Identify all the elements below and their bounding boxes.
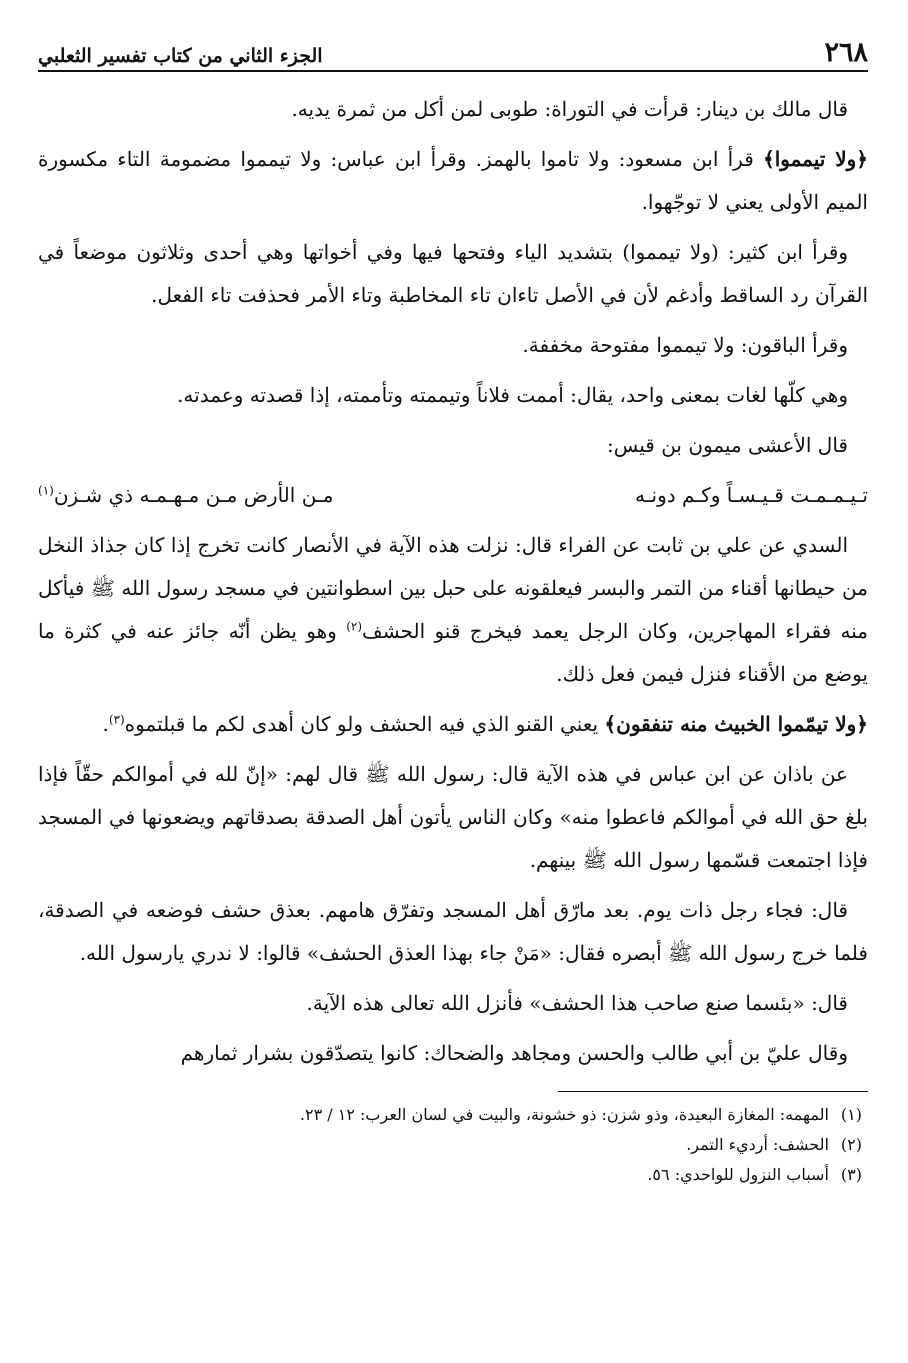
footnote-divider (558, 1091, 868, 1092)
paragraph-7 (38, 524, 868, 696)
paragraph-8-text: يعني القنو الذي فيه الحشف ولو كان أهدى لكم ما قبلتموه (124, 712, 605, 736)
main-text (38, 88, 868, 1075)
paragraph-11: قال: «بئسما صنع صاحب هذا الحشف» فأنزل الله تعالى هذه الآية. (306, 991, 848, 1015)
footnote-text: أسباب النزول للواحدي: ٥٦. (647, 1165, 829, 1184)
quran-quote: ﴿ولا تيمّموا الخبيث منه تنفقون﴾ (604, 712, 868, 736)
paragraph-1: قال مالك بن دينار: قرأت في التوراة: طوبى لمن أكل من ثمرة يديه. (291, 97, 848, 121)
paragraph-7-text-end: وهو يظن أنّه جائز عنه في كثرة ما يوضع من الأقناء فنزل فيمن فعل ذلك. (38, 619, 868, 686)
paragraph-8 (38, 703, 868, 746)
verse-second-hemistich (38, 474, 334, 517)
footnote-number: (١) (840, 1105, 862, 1124)
paragraph-4: وقرأ الباقون: ولا تيمموا مفتوحة مخففة. (522, 333, 848, 357)
footnote-text: المهمه: المغازة البعيدة، وذو شزن: ذو خشونة، والبيت في لسان العرب: ١٢ / ٢٣. (299, 1105, 829, 1124)
verse-first-hemistich: تـيـمـمـت قـيـسـاً وكـم دونـه (634, 483, 868, 507)
footnote-ref-2[interactable]: (٢) (346, 619, 363, 634)
footnote-3 (38, 1160, 868, 1190)
verse-second-text: مـن الأرض مـن مـهـمـه ذي شـزن (53, 483, 334, 507)
page-header (38, 0, 868, 72)
paragraph-7-text: السدي عن علي بن ثابت عن الفراء قال: نزلت هذه الآية في الأنصار كانت تخرج إذا كان جذاذ النخل من حيطانها أقناء من التمر والبسر فيعلقونه على حبل بين اسطوانتين في مسجد رسول الله ﷺ فيأكل منه فقراء المهاجرين، وكان الرجل يعمد فيخرج قنو الحشف (38, 533, 868, 643)
paragraph-6: قال الأعشى ميمون بن قيس: (607, 433, 848, 457)
footnote-ref-1[interactable]: (١) (38, 483, 54, 498)
running-title: الجزء الثاني من كتاب تفسير الثعلبي (38, 45, 323, 67)
paragraph-2-text: قرأ ابن مسعود: ولا تاموا بالهمز. وقرأ ابن عباس: ولا تيمموا مضمومة التاء مكسورة الميم الأولى يعني لا توجّهوا. (38, 147, 868, 214)
footnotes (38, 1100, 868, 1190)
paragraph-12: وقال عليّ بن أبي طالب والحسن ومجاهد والضحاك: كانوا يتصدّقون بشرار ثمارهم (180, 1041, 848, 1065)
paragraph-5: وهي كلّها لغات بمعنى واحد، يقال: أممت فلاناً وتيممته وتأممته، إذا قصدته وعمدته. (177, 383, 848, 407)
footnote-number: (٣) (840, 1165, 862, 1184)
quran-quote: ﴿ولا تيمموا﴾ (763, 147, 868, 171)
footnote-ref-3[interactable]: (٣) (108, 712, 125, 727)
footnote-1 (38, 1100, 868, 1130)
footnote-number: (٢) (840, 1135, 862, 1154)
page-number: ٢٦٨ (824, 37, 868, 68)
footnote-2 (38, 1130, 868, 1160)
paragraph-8-end: . (102, 712, 109, 736)
paragraph-10: قال: فجاء رجل ذات يوم. بعد مارّق أهل المسجد وتفرّق هامهم. بعذق حشف فوضعه في الصدقة، فلما خرج رسول الله ﷺ أبصره فقال: «مَنْ جاء بهذا العذق الحشف» قالوا: لا ندري يارسول الله. (38, 898, 868, 965)
paragraph-9: عن باذان عن ابن عباس في هذه الآية قال: رسول الله ﷺ قال لهم: «إنّ لله في أموالكم حقّاً فإذا بلغ حق الله في أموالكم فاعطوا منه» وكان الناس يأتون أهل الصدقة بصدقاتهم ويضعونها في المسجد فإذا اجتمعت قسّمها رسول الله ﷺ بينهم. (38, 762, 868, 872)
footnote-text: الحشف: أرديء التمر. (686, 1135, 829, 1154)
paragraph-3: وقرأ ابن كثير: (ولا تيمموا) بتشديد الياء وفتحها فيها وفي أخواتها وهي أحدى وثلاثون موضعاً في القرآن رد الساقط وأدغم لأن في الأصل تاءان تاء المخاطبة وتاء الأمر فحذفت تاء الفعل. (38, 240, 868, 307)
paragraph-2 (38, 138, 868, 224)
poem-verse (38, 474, 868, 517)
